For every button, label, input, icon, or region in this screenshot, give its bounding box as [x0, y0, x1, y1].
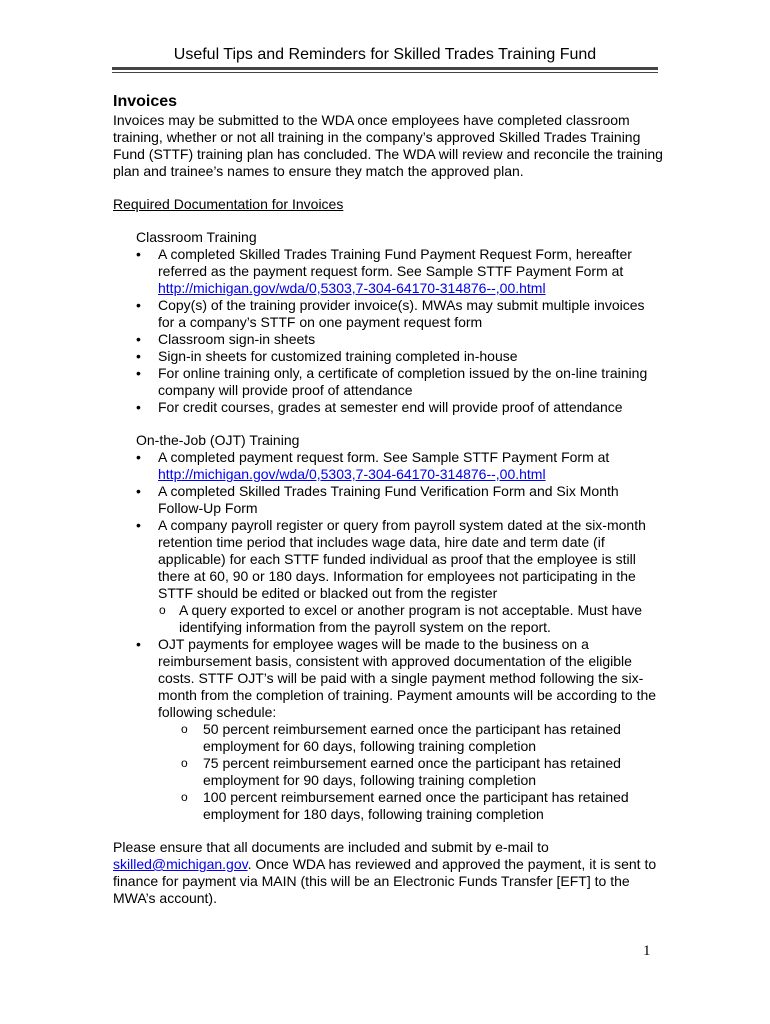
list-item: • Sign-in sheets for customized training completed in-house [113, 348, 663, 365]
page-number: 1 [643, 943, 651, 959]
closing-paragraph [113, 839, 663, 907]
header-rule-thick [112, 67, 658, 70]
document-body [113, 92, 663, 907]
list-item: • For credit courses, grades at semester end will provide proof of attendance [113, 399, 663, 416]
ojt-payroll-sublist [158, 602, 663, 636]
ojt-item-payment-form [113, 449, 663, 483]
classroom-item-payment-form-text: A completed Skilled Trades Training Fund Payment Request Form, hereafter referred as the payment request form. See Sample STTF Payment Form at [158, 246, 632, 279]
ojt-item-payroll-register [113, 517, 663, 636]
classroom-list [113, 246, 663, 416]
closing-text-2: . Once WDA has reviewed and approved the payment, it is sent to finance for payment via MAIN (this will be an Electronic Funds Transfer [EFT] to the MWA’s account). [113, 856, 657, 906]
required-docs-heading: Required Documentation for Invoices [113, 196, 344, 212]
ojt-item-payment-form-text: A completed payment request form. See Sample STTF Payment Form at [158, 449, 610, 465]
classroom-item-payment-form [113, 246, 663, 297]
ojt-item-payments [113, 636, 663, 823]
list-item: • For online training only, a certificate of completion issued by the on-line training company will provide proof of attendance [113, 365, 663, 399]
list-item: o 100 percent reimbursement earned once the participant has retained employment for 180 days, following training completion [113, 789, 663, 823]
list-item: • Classroom sign-in sheets [113, 331, 663, 348]
classroom-sample-form-link[interactable]: http://michigan.gov/wda/0,5303,7-304-64170-314876--,00.html [158, 280, 546, 296]
ojt-item-payments-text: OJT payments for employee wages will be made to the business on a reimbursement basis, consistent with approved documentation of the eligible costs. STTF OJT’s will be paid with a single payment method following the six-month from the completion of training. Payment amounts will be according to the following schedule: [158, 636, 657, 720]
ojt-item-payroll-text: A company payroll register or query from payroll system dated at the six-month retention time period that includes wage data, hire date and term date (if applicable) for each STTF funded individual as proof that the employee is still there at 60, 90 or 180 days. Information for employees not participating in the STTF should be edited or blacked out from the register [158, 517, 646, 601]
list-item: o 75 percent reimbursement earned once the participant has retained employment for 90 days, following training completion [113, 755, 663, 789]
email-link[interactable]: skilled@michigan.gov [113, 856, 248, 872]
closing-text-1: Please ensure that all documents are included and submit by e-mail to [113, 839, 549, 855]
ojt-list [113, 449, 663, 823]
list-item: o A query exported to excel or another program is not acceptable. Must have identifying information from the payroll system on the report. [113, 602, 663, 636]
list-item: • A completed Skilled Trades Training Fund Verification Form and Six Month Follow-Up Form [113, 483, 663, 517]
invoices-intro: Invoices may be submitted to the WDA once employees have completed classroom training, whether or not all training in the company’s approved Skilled Trades Training Fund (STTF) training plan has concluded. The WDA will review and reconcile the training plan and trainee’s names to ensure they match the approved plan. [113, 112, 663, 179]
ojt-heading: On-the-Job (OJT) Training [136, 432, 300, 448]
ojt-schedule-list [158, 721, 663, 823]
list-item: • Copy(s) of the training provider invoice(s). MWAs may submit multiple invoices for a company’s STTF on one payment request form [113, 297, 663, 331]
page-header-title: Useful Tips and Reminders for Skilled Trades Training Fund [173, 46, 597, 63]
list-item: o 50 percent reimbursement earned once the participant has retained employment for 60 days, following training completion [113, 721, 663, 755]
ojt-sample-form-link[interactable]: http://michigan.gov/wda/0,5303,7-304-64170-314876--,00.html [158, 466, 546, 482]
header-rule-thin [112, 72, 658, 73]
invoices-heading: Invoices [113, 93, 178, 110]
classroom-heading: Classroom Training [136, 229, 257, 245]
